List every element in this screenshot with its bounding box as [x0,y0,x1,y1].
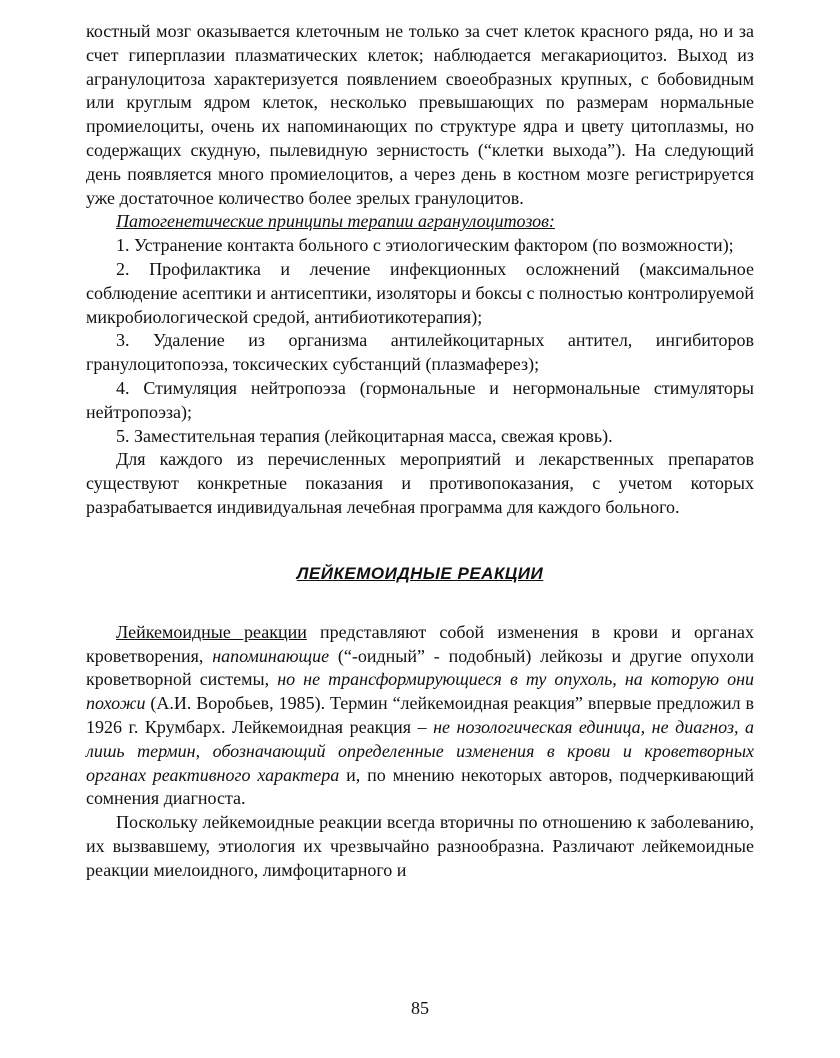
definition-text-2: (“-оидный” - подобный) лейкозы и другие опухоли кроветворной системы, [86,645,754,690]
definition-text-1: представляют собой изменения в крови и органах кроветворения, [86,621,754,666]
therapy-item-2: 2. Профилактика и лечение инфекционных осложнений (максимальное соблюдение асептики и антисептики, изоляторы и боксы с полностью контролируемой микробиологической средой, антибиотикотерапия); [86,258,754,327]
definition-emphasis-1: напоминающие [212,645,330,666]
defined-term: Лейкемоидные реакции [116,621,307,642]
therapy-item-1: 1. Устранение контакта больного с этиологическим фактором (по возможности); [116,235,734,256]
therapy-item-3: 3. Удаление из организма антилейкоцитарных антител, ингибиторов гранулоцитопоэза, токсических субстанций (плазмаферез); [86,330,754,375]
intro-paragraph: костный мозг оказывается клеточным не только за счет клеток красного ряда, но и за счет гиперплазии плазматических клеток; наблюдается мегакариоцитоз. Выход из агранулоцитоза характеризуется появлением своеобразных крупных, с бобовидным или круглым ядром клеток, несколько превышающих по размерам нормальные промиелоциты, очень их напоминающих по структуре ядра и цвету цитоплазмы, но содержащих скудную, пылевидную зернистость (“клетки выхода”). На следующий день появляется много промиелоцитов, а через день в костном мозге регистрируется уже достаточное количество более зрелых гранулоцитов. [86,21,754,208]
page-number: 85 [411,998,429,1018]
section-title: ЛЕЙКЕМОИДНЫЕ РЕАКЦИИ [296,563,544,583]
document-page [86,20,754,883]
etiology-paragraph: Поскольку лейкемоидные реакции всегда вторичны по отношению к заболеванию, их вызвавшему, этиология их чрезвычайно разнообразна. Различают лейкемоидные реакции миелоидного, лимфоцитарного и [86,812,754,880]
therapy-item-5: 5. Заместительная терапия (лейкоцитарная масса, свежая кровь). [116,425,613,446]
therapy-conclusion: Для каждого из перечисленных мероприятий и лекарственных препаратов существуют конкретные показания и противопоказания, с учетом которых разрабатывается индивидуальная лечебная программа для каждого больного. [86,449,754,517]
leukemoid-definition-paragraph [86,621,754,811]
definition-text-3: (А.И. Воробьев, 1985). Термин “лейкемоидная реакция” впервые предложил в 1926 г. Крумбарх. Лейкемоидная реакция [86,693,754,737]
definition-text-4: и, по мнению некоторых авторов, подчеркивающий сомнения диагноста. [86,764,754,809]
definition-emphasis-2: но не трансформирующиеся в ту опухоль, на которую они похожи [86,669,754,714]
definition-emphasis-3: – не нозологическая единица, не диагноз, а лишь термин, обозначающий определенные изменения в крови и кроветворных органах реактивного характера [86,716,754,785]
therapy-item-4: 4. Стимуляция нейтропоэза (гормональные и негормональные стимуляторы нейтропоэза); [86,377,754,422]
therapy-principles-heading: Патогенетические принципы терапии агранулоцитозов: [116,211,555,232]
section-spacer [86,586,754,621]
